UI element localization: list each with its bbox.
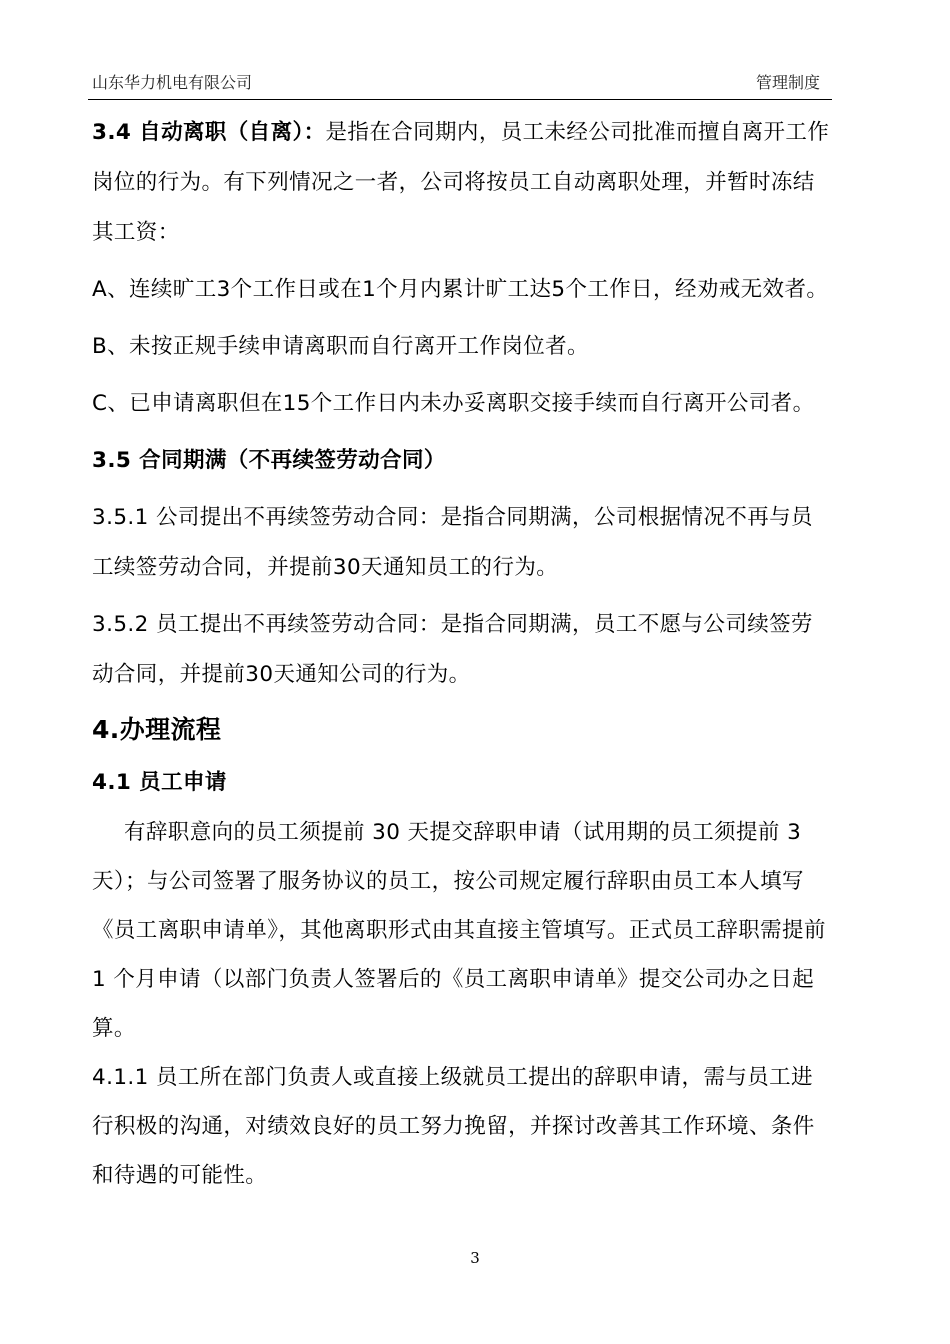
heading-4: 4.办理流程 xyxy=(92,715,222,744)
paragraph-4-1: 有辞职意向的员工须提前 30 天提交辞职申请（试用期的员工须提前 3 天）；与公司签署了服务协议的员工，按公司规定履行辞职由员工本人填写《员工离职申请单》，其他离职形式由其直接主管填写。正式员工辞职需提前 1 个月申请（以部门负责人签署后的《员工离职申请单》提交公司办之日起算。 xyxy=(92,820,826,1041)
list-item-c: C、已申请离职但在15个工作日内未办妥离职交接手续而自行离开公司者。 xyxy=(92,391,815,416)
document-body xyxy=(92,108,832,1200)
paragraph-3-4 xyxy=(92,108,832,258)
heading-3-4: 3.4 自动离职（自离）： xyxy=(92,120,326,145)
heading-4-1: 4.1 员工申请 xyxy=(92,770,227,795)
heading-3-5: 3.5 合同期满（不再续签劳动合同） xyxy=(92,448,446,473)
list-item-b: B、未按正规手续申请离职而自行离开工作岗位者。 xyxy=(92,334,589,359)
header-doc-type: 管理制度 xyxy=(755,73,820,92)
page-number: 3 xyxy=(470,1249,480,1267)
paragraph-3-4-text: 是指在合同期内，员工未经公司批准而擅自离开工作岗位的行为。有下列情况之一者，公司将按员工自动离职处理，并暂时冻结其工资： xyxy=(92,120,830,245)
header-divider xyxy=(88,99,832,100)
paragraph-3-5-1: 3.5.1 公司提出不再续签劳动合同：是指合同期满，公司根据情况不再与员工续签劳动合同，并提前30天通知员工的行为。 xyxy=(92,505,813,580)
header-company-name: 山东华力机电有限公司 xyxy=(92,73,253,92)
list-item-a: A、连续旷工3个工作日或在1个月内累计旷工达5个工作日，经劝戒无效者。 xyxy=(92,277,829,302)
paragraph-4-1-1: 4.1.1 员工所在部门负责人或直接上级就员工提出的辞职申请，需与员工进行积极的沟通，对绩效良好的员工努力挽留，并探讨改善其工作环境、条件和待遇的可能性。 xyxy=(92,1065,815,1188)
paragraph-3-5-2: 3.5.2 员工提出不再续签劳动合同：是指合同期满，员工不愿与公司续签劳动合同，并提前30天通知公司的行为。 xyxy=(92,612,813,687)
